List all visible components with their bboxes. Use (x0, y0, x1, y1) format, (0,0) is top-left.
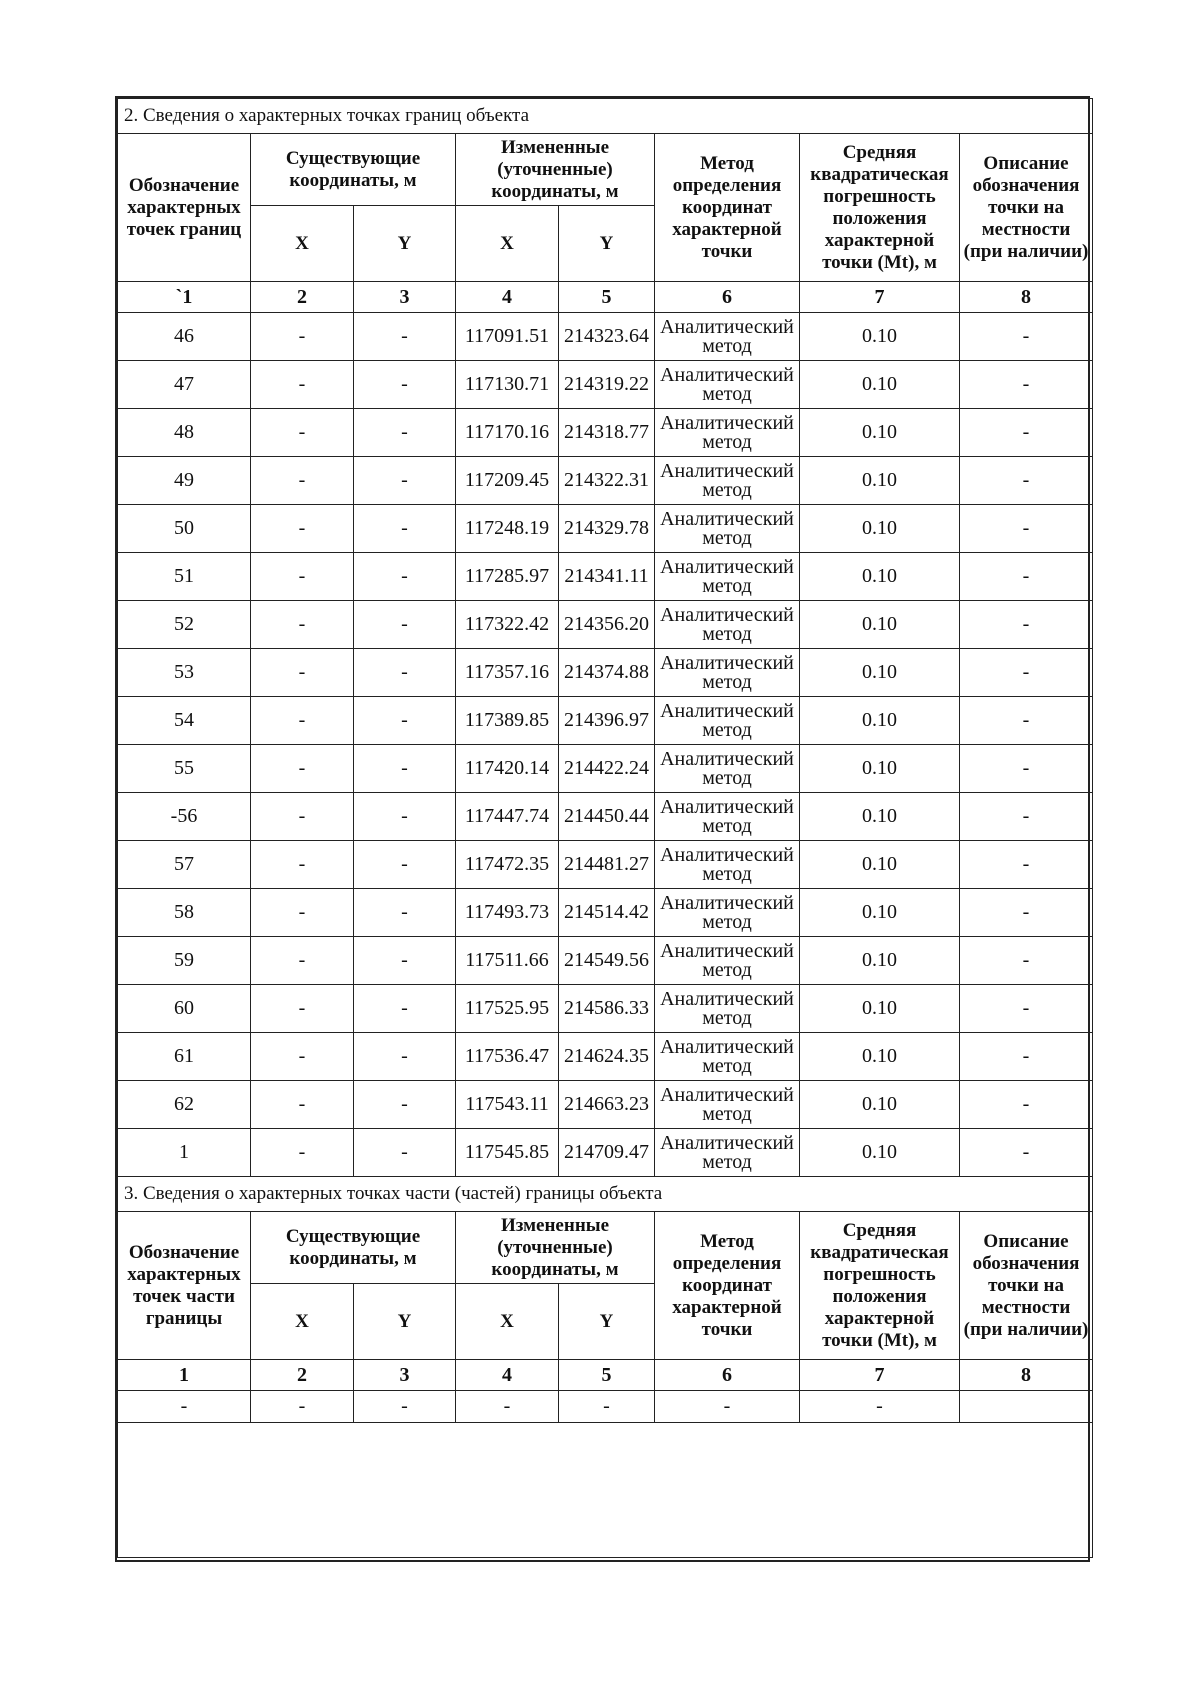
cell-point-number: 1 (118, 1129, 251, 1177)
cell-changed-y: 214329.78 (559, 505, 655, 553)
header-changed-x: X (456, 1284, 559, 1360)
cell-method: Аналитический метод (655, 697, 800, 745)
cell-method: Аналитический метод (655, 313, 800, 361)
cell-mean-error: 0.10 (800, 889, 960, 937)
cell-existing-y: - (354, 457, 456, 505)
header-mean-error: Средняя квадратическая погрешность положения характерной точки (Mt), м (800, 134, 960, 282)
cell-changed-y: 214322.31 (559, 457, 655, 505)
cell-point-number: 55 (118, 745, 251, 793)
table-row (118, 937, 1093, 985)
cell-description: - (960, 745, 1093, 793)
table-row (118, 361, 1093, 409)
cell-existing-x: - (251, 505, 354, 553)
col-number: 7 (800, 1360, 960, 1391)
cell-existing-y: - (354, 793, 456, 841)
cell-point-number: -56 (118, 793, 251, 841)
table-row (118, 1391, 1093, 1423)
cell-changed-x: 117525.95 (456, 985, 559, 1033)
cell-description: - (960, 841, 1093, 889)
column-number-row (118, 1360, 1093, 1391)
header-part-point-designation: Обозначение характерных точек части границы (118, 1212, 251, 1360)
cell-changed-y: 214450.44 (559, 793, 655, 841)
cell-existing-y: - (354, 841, 456, 889)
cell-changed-y: 214319.22 (559, 361, 655, 409)
header-changed-coords: Измененные (уточненные) координаты, м (456, 134, 655, 206)
header-changed-x: X (456, 206, 559, 282)
cell-changed-x: 117493.73 (456, 889, 559, 937)
header-existing-x: X (251, 1284, 354, 1360)
cell-changed-x: 117543.11 (456, 1081, 559, 1129)
cell: - (456, 1391, 559, 1423)
cell-mean-error: 0.10 (800, 793, 960, 841)
cell-existing-x: - (251, 601, 354, 649)
header-changed-y: Y (559, 206, 655, 282)
cell-existing-x: - (251, 649, 354, 697)
col-number: 2 (251, 282, 354, 313)
cell-existing-y: - (354, 985, 456, 1033)
cell: - (251, 1391, 354, 1423)
header-description: Описание обозначения точки на местности (при наличии) (960, 1212, 1093, 1360)
cell-changed-y: 214318.77 (559, 409, 655, 457)
cell-changed-x: 117170.16 (456, 409, 559, 457)
cell-changed-x: 117536.47 (456, 1033, 559, 1081)
cell-point-number: 53 (118, 649, 251, 697)
col-number: `1 (118, 282, 251, 313)
header-changed-y: Y (559, 1284, 655, 1360)
cell-description: - (960, 985, 1093, 1033)
table-row (118, 1081, 1093, 1129)
cell-method: Аналитический метод (655, 457, 800, 505)
cell-method: Аналитический метод (655, 841, 800, 889)
header-existing-coords: Существующие координаты, м (251, 134, 456, 206)
document-sheet (115, 96, 1090, 1562)
cell-changed-y: 214374.88 (559, 649, 655, 697)
table-row (118, 793, 1093, 841)
table-row (118, 745, 1093, 793)
cell-mean-error: 0.10 (800, 1081, 960, 1129)
cell-existing-y: - (354, 409, 456, 457)
cell-existing-x: - (251, 985, 354, 1033)
col-number: 1 (118, 1360, 251, 1391)
cell-changed-y: 214709.47 (559, 1129, 655, 1177)
cell-method: Аналитический метод (655, 1129, 800, 1177)
table-row (118, 457, 1093, 505)
cell-existing-y: - (354, 361, 456, 409)
cell-description: - (960, 505, 1093, 553)
cell-mean-error: 0.10 (800, 841, 960, 889)
col-number: 5 (559, 1360, 655, 1391)
cell-mean-error: 0.10 (800, 1129, 960, 1177)
cell-method: Аналитический метод (655, 361, 800, 409)
cell-changed-x: 117130.71 (456, 361, 559, 409)
boundary-points-table (117, 98, 1093, 1558)
cell-existing-y: - (354, 313, 456, 361)
header-changed-coords: Измененные (уточненные) координаты, м (456, 1212, 655, 1284)
cell-mean-error: 0.10 (800, 1033, 960, 1081)
table-row (118, 313, 1093, 361)
cell-changed-y: 214663.23 (559, 1081, 655, 1129)
cell-changed-x: 117420.14 (456, 745, 559, 793)
cell-description: - (960, 457, 1093, 505)
cell-changed-y: 214422.24 (559, 745, 655, 793)
cell-existing-x: - (251, 553, 354, 601)
cell-mean-error: 0.10 (800, 601, 960, 649)
cell-changed-x: 117209.45 (456, 457, 559, 505)
cell-mean-error: 0.10 (800, 649, 960, 697)
table-row (118, 553, 1093, 601)
cell-existing-x: - (251, 697, 354, 745)
cell-existing-y: - (354, 1081, 456, 1129)
cell-mean-error: 0.10 (800, 505, 960, 553)
table-row (118, 841, 1093, 889)
cell-method: Аналитический метод (655, 601, 800, 649)
cell-method: Аналитический метод (655, 1033, 800, 1081)
header-point-designation: Обозначение характерных точек границ (118, 134, 251, 282)
header-existing-coords: Существующие координаты, м (251, 1212, 456, 1284)
cell (960, 1391, 1093, 1423)
cell: - (118, 1391, 251, 1423)
cell-changed-y: 214624.35 (559, 1033, 655, 1081)
cell: - (800, 1391, 960, 1423)
cell-changed-y: 214586.33 (559, 985, 655, 1033)
col-number: 4 (456, 1360, 559, 1391)
col-number: 3 (354, 282, 456, 313)
table-row (118, 409, 1093, 457)
cell-existing-x: - (251, 1081, 354, 1129)
header-existing-y: Y (354, 1284, 456, 1360)
header-mean-error: Средняя квадратическая погрешность положения характерной точки (Mt), м (800, 1212, 960, 1360)
table-row (118, 889, 1093, 937)
cell-changed-y: 214341.11 (559, 553, 655, 601)
cell-description: - (960, 409, 1093, 457)
cell-mean-error: 0.10 (800, 457, 960, 505)
cell-point-number: 49 (118, 457, 251, 505)
cell-mean-error: 0.10 (800, 313, 960, 361)
table-row (118, 985, 1093, 1033)
cell-existing-y: - (354, 601, 456, 649)
cell-description: - (960, 1081, 1093, 1129)
cell-changed-x: 117447.74 (456, 793, 559, 841)
cell-changed-x: 117091.51 (456, 313, 559, 361)
cell-existing-x: - (251, 793, 354, 841)
header-method: Метод определения координат характерной точки (655, 134, 800, 282)
cell-point-number: 54 (118, 697, 251, 745)
cell-changed-y: 214549.56 (559, 937, 655, 985)
cell: - (354, 1391, 456, 1423)
cell-existing-y: - (354, 1129, 456, 1177)
cell-changed-x: 117248.19 (456, 505, 559, 553)
cell-mean-error: 0.10 (800, 697, 960, 745)
cell-existing-x: - (251, 409, 354, 457)
cell-description: - (960, 889, 1093, 937)
cell-changed-y: 214481.27 (559, 841, 655, 889)
cell-description: - (960, 313, 1093, 361)
cell-description: - (960, 649, 1093, 697)
column-number-row (118, 282, 1093, 313)
blank-area (118, 1423, 1093, 1558)
cell-description: - (960, 361, 1093, 409)
cell-mean-error: 0.10 (800, 745, 960, 793)
cell-existing-y: - (354, 889, 456, 937)
header-description: Описание обозначения точки на местности (при наличии) (960, 134, 1093, 282)
cell-existing-y: - (354, 745, 456, 793)
cell-mean-error: 0.10 (800, 553, 960, 601)
table-row (118, 601, 1093, 649)
header-method: Метод определения координат характерной точки (655, 1212, 800, 1360)
col-number: 8 (960, 282, 1093, 313)
col-number: 6 (655, 282, 800, 313)
table-row (118, 1033, 1093, 1081)
cell-method: Аналитический метод (655, 985, 800, 1033)
table-row (118, 505, 1093, 553)
header-existing-x: X (251, 206, 354, 282)
table-row (118, 1129, 1093, 1177)
cell-existing-y: - (354, 649, 456, 697)
cell-method: Аналитический метод (655, 745, 800, 793)
cell-description: - (960, 1033, 1093, 1081)
cell-point-number: 46 (118, 313, 251, 361)
cell-changed-y: 214323.64 (559, 313, 655, 361)
cell-point-number: 57 (118, 841, 251, 889)
cell-existing-x: - (251, 745, 354, 793)
cell-mean-error: 0.10 (800, 361, 960, 409)
cell-method: Аналитический метод (655, 793, 800, 841)
cell-point-number: 59 (118, 937, 251, 985)
cell-mean-error: 0.10 (800, 409, 960, 457)
cell-existing-y: - (354, 937, 456, 985)
cell: - (559, 1391, 655, 1423)
cell-changed-x: 117545.85 (456, 1129, 559, 1177)
col-number: 3 (354, 1360, 456, 1391)
cell-description: - (960, 553, 1093, 601)
cell-description: - (960, 697, 1093, 745)
cell-point-number: 62 (118, 1081, 251, 1129)
cell-existing-y: - (354, 1033, 456, 1081)
table-row (118, 697, 1093, 745)
header-existing-y: Y (354, 206, 456, 282)
cell-existing-x: - (251, 937, 354, 985)
cell-changed-x: 117357.16 (456, 649, 559, 697)
cell-method: Аналитический метод (655, 409, 800, 457)
cell-changed-x: 117511.66 (456, 937, 559, 985)
cell-changed-x: 117472.35 (456, 841, 559, 889)
table-row (118, 649, 1093, 697)
cell-existing-x: - (251, 889, 354, 937)
cell-point-number: 61 (118, 1033, 251, 1081)
cell-point-number: 60 (118, 985, 251, 1033)
cell-point-number: 52 (118, 601, 251, 649)
cell-method: Аналитический метод (655, 937, 800, 985)
cell-existing-y: - (354, 505, 456, 553)
cell-point-number: 58 (118, 889, 251, 937)
cell-method: Аналитический метод (655, 553, 800, 601)
col-number: 8 (960, 1360, 1093, 1391)
cell-changed-x: 117285.97 (456, 553, 559, 601)
cell-existing-y: - (354, 697, 456, 745)
cell-existing-y: - (354, 553, 456, 601)
cell-changed-y: 214514.42 (559, 889, 655, 937)
cell-point-number: 47 (118, 361, 251, 409)
cell-point-number: 50 (118, 505, 251, 553)
cell-changed-x: 117389.85 (456, 697, 559, 745)
cell-existing-x: - (251, 457, 354, 505)
col-number: 6 (655, 1360, 800, 1391)
cell-changed-y: 214356.20 (559, 601, 655, 649)
cell-point-number: 48 (118, 409, 251, 457)
cell-existing-x: - (251, 1033, 354, 1081)
cell-mean-error: 0.10 (800, 937, 960, 985)
cell-existing-x: - (251, 313, 354, 361)
cell-existing-x: - (251, 1129, 354, 1177)
cell-changed-y: 214396.97 (559, 697, 655, 745)
cell-description: - (960, 1129, 1093, 1177)
cell-method: Аналитический метод (655, 889, 800, 937)
col-number: 2 (251, 1360, 354, 1391)
cell-existing-x: - (251, 361, 354, 409)
cell-description: - (960, 937, 1093, 985)
cell-method: Аналитический метод (655, 1081, 800, 1129)
cell: - (655, 1391, 800, 1423)
col-number: 5 (559, 282, 655, 313)
cell-existing-x: - (251, 841, 354, 889)
cell-method: Аналитический метод (655, 649, 800, 697)
cell-changed-x: 117322.42 (456, 601, 559, 649)
cell-description: - (960, 601, 1093, 649)
col-number: 7 (800, 282, 960, 313)
col-number: 4 (456, 282, 559, 313)
cell-point-number: 51 (118, 553, 251, 601)
cell-method: Аналитический метод (655, 505, 800, 553)
cell-description: - (960, 793, 1093, 841)
section2-title: 2. Сведения о характерных точках границ объекта (118, 99, 1093, 134)
section3-title: 3. Сведения о характерных точках части (частей) границы объекта (118, 1177, 1093, 1212)
cell-mean-error: 0.10 (800, 985, 960, 1033)
